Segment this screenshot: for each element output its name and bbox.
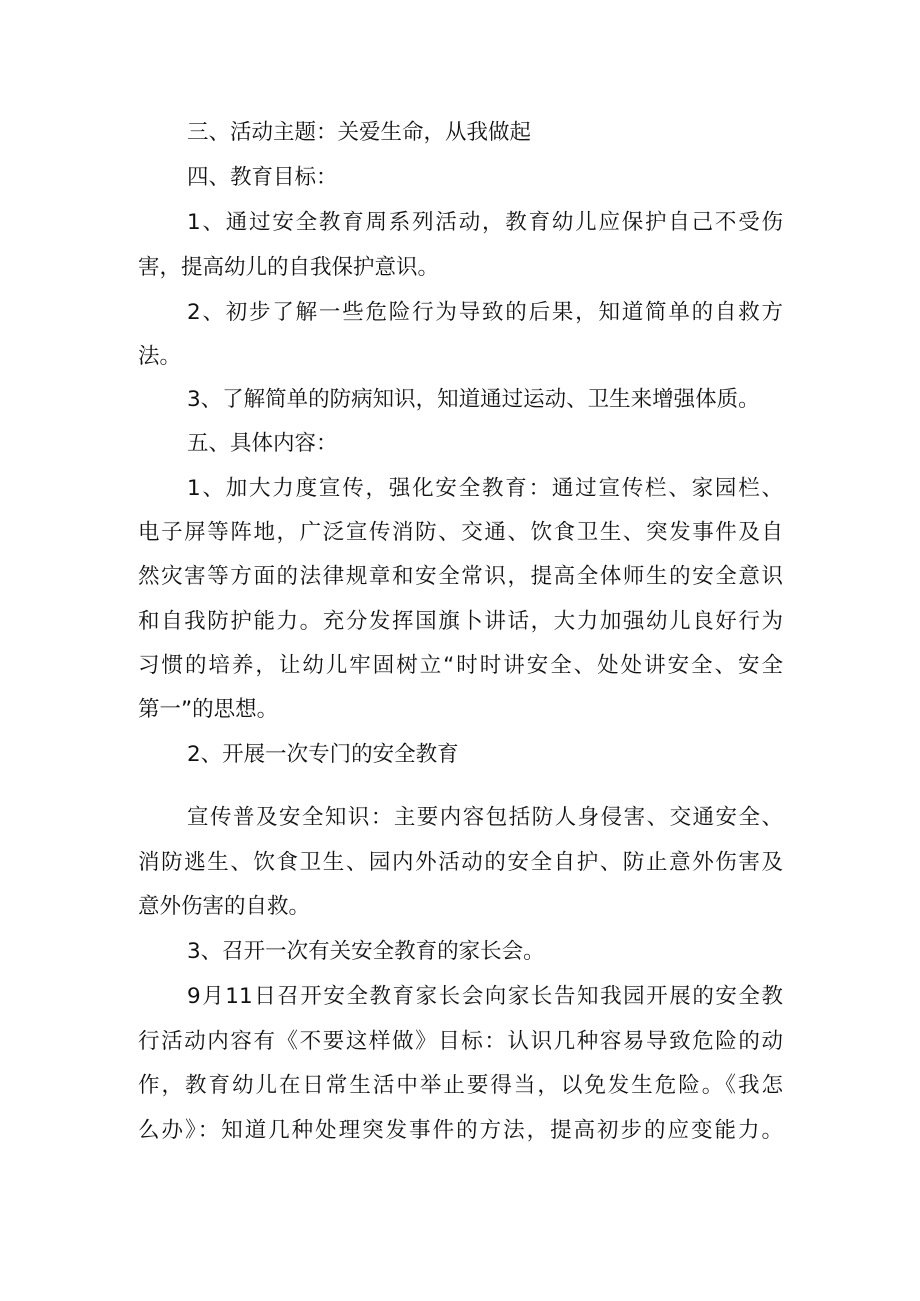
- paragraph-line: 3、召开一次有关安全教育的家长会。: [187, 939, 545, 964]
- paragraph-line: 第一”的思想。: [138, 697, 279, 722]
- paragraph-line: 消防逃生、饮食卫生、园内外活动的安全自护、防止意外伤害及: [138, 850, 783, 875]
- paragraph-line: 么办》：知道几种处理突发事件的方法，提高初步的应变能力。: [138, 1118, 783, 1143]
- paragraph-line: 1、通过安全教育周系列活动，教育幼儿应保护自己不受伤: [187, 210, 783, 235]
- paragraph-line: 和自我防护能力。充分发挥国旗卜讲话，大力加强幼儿良好行为: [138, 609, 783, 634]
- paragraph-line: 1、加大力度宣传，强化安全教育：通过宣传栏、家园栏、: [187, 476, 783, 501]
- paragraph-line: 习惯的培养，让幼儿牢固树立“时时讲安全、处处讲安全、安全: [138, 653, 783, 678]
- paragraph-line: 3、了解简单的防病知识，知道通过运动、卫生来增强体质。: [187, 387, 760, 412]
- paragraph-line: 2、初步了解一些危险行为导致的后果，知道简单的自救方: [187, 300, 783, 325]
- paragraph-line: 电子屏等阵地，广泛宣传消防、交通、饮食卫生、突发事件及自: [138, 520, 783, 545]
- paragraph-line: 作，教育幼儿在日常生活中举止要得当，以免发生危险。《我怎: [138, 1073, 783, 1098]
- paragraph-line: 宣传普及安全知识：主要内容包括防人身侵害、交通安全、: [187, 805, 783, 830]
- paragraph-line: 行活动内容有《不要这样做》目标：认识几种容易导致危险的动: [138, 1029, 783, 1054]
- paragraph-line: 意外伤害的自救。: [138, 894, 311, 919]
- paragraph-line: 2、开展一次专门的安全教育: [187, 742, 459, 767]
- paragraph-line: 9月11日召开安全教育家长会向家长告知我园开展的安全教: [187, 984, 783, 1009]
- paragraph-line: 法。: [138, 344, 182, 369]
- paragraph-line: 然灾害等方面的法律规章和安全常识，提高全体师生的安全意识: [138, 564, 783, 589]
- section-heading-activity-theme: 三、活动主题：关爱生命，从我做起: [187, 120, 532, 145]
- section-heading-specific-content: 五、具体内容：: [187, 431, 338, 456]
- paragraph-line: 害，提高幼儿的自我保护意识。: [138, 255, 440, 280]
- section-heading-education-goals: 四、教育目标：: [187, 165, 338, 190]
